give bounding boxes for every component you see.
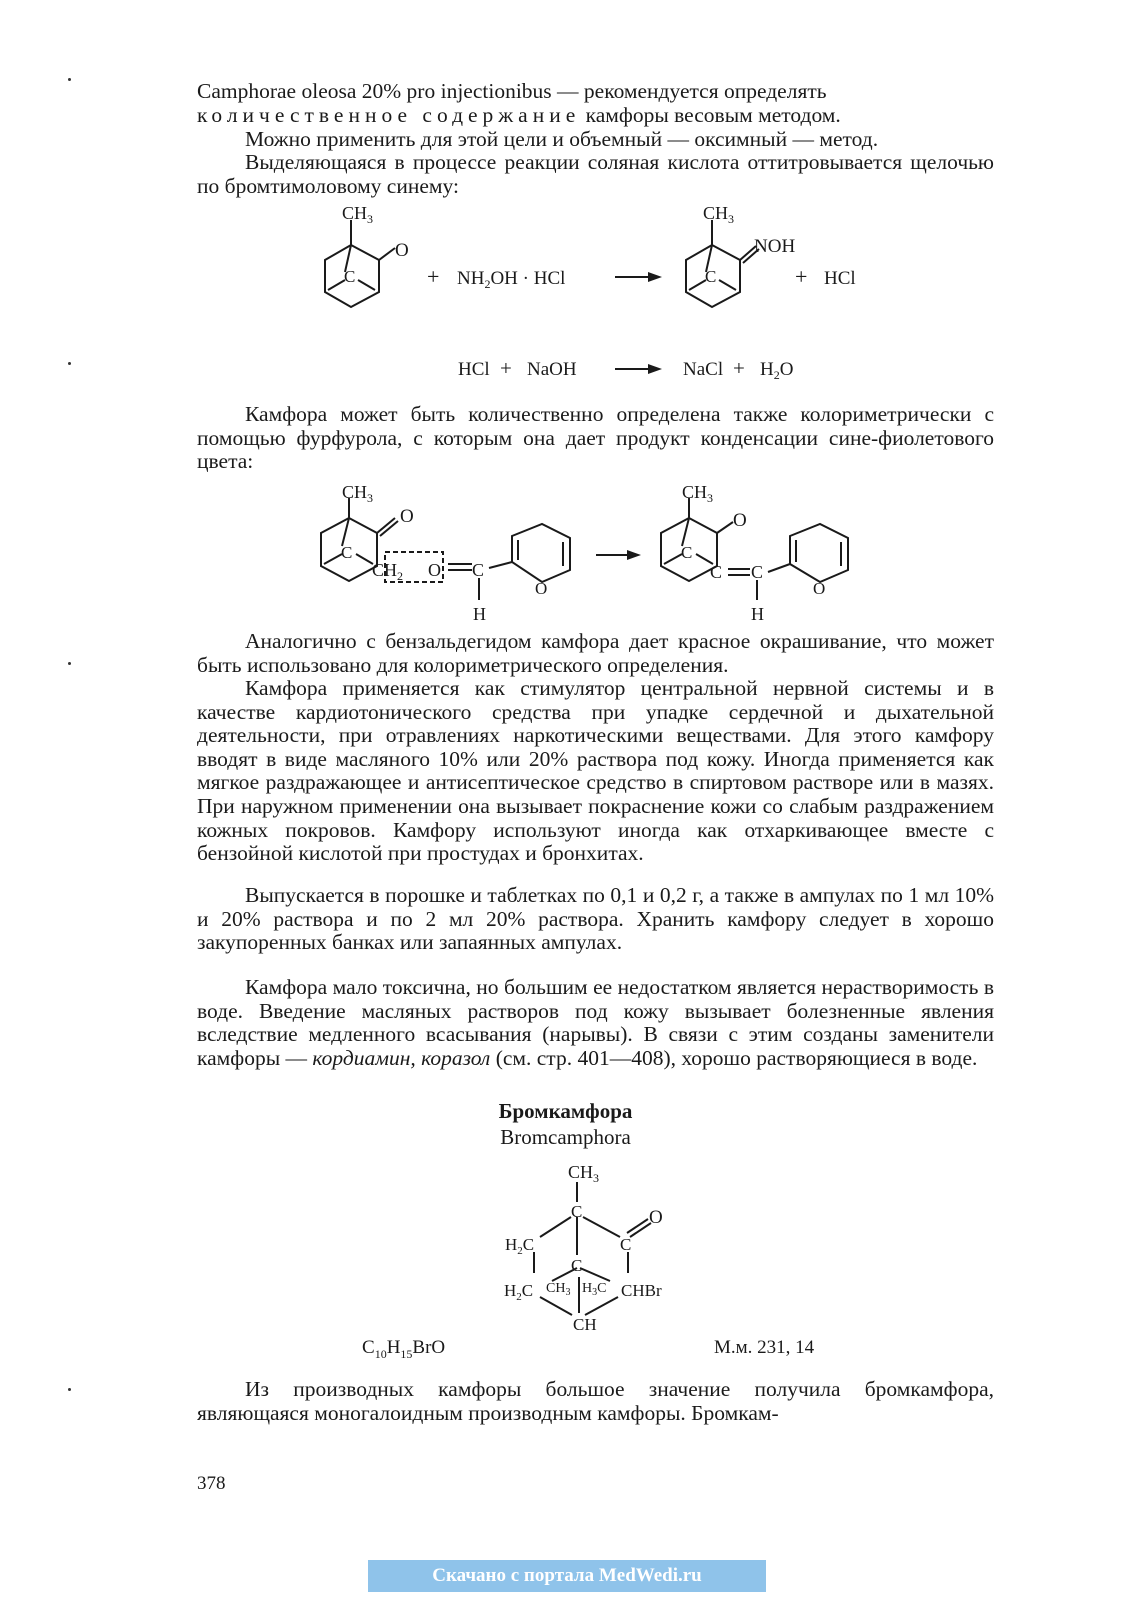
reaction-arrow-3: [596, 550, 641, 560]
molecular-formula: $C_{10}H_{15}BrO$: [362, 1337, 446, 1361]
scan-speck: [68, 1388, 71, 1391]
oxygen-label: O: [395, 240, 409, 261]
italic-drug-names: кордиамин, коразол: [312, 1045, 491, 1070]
scan-speck: [68, 78, 71, 81]
download-banner[interactable]: Скачано с портала MedWedi.ru: [368, 1560, 766, 1592]
alkene-carbon-1: C: [710, 562, 723, 582]
ketone-oxygen: O: [400, 506, 414, 527]
plus-sign-2: +: [795, 264, 808, 289]
ch3-label-4: $CH_3$: [682, 482, 714, 505]
hydroxylamine-label: $NH_2OH$ · HCl: [457, 268, 566, 291]
camphor-structure-2: [321, 498, 570, 600]
naoh-label: NaOH: [527, 359, 577, 380]
paragraph-2: Можно применить для этой цели и объемный — оксимный — метод.: [245, 127, 879, 151]
hcl-reactant: HCl: [458, 359, 490, 380]
reaction-arrow-1: [615, 272, 662, 282]
paragraph-4: Камфора может быть количественно определена также колориметрически с помощью фурфурола, с которым она дает продукт конденсации сине-фиолетового цвета:: [197, 402, 994, 474]
hcl-product: HCl: [824, 268, 856, 289]
paragraph-1-rest: камфоры весовым методом.: [585, 102, 841, 127]
section-heading: Бромкамфора: [498, 1099, 633, 1123]
reaction-arrow-2: [615, 364, 662, 374]
aldehyde-carbon: C: [472, 560, 485, 580]
aldehyde-oxygen: O: [428, 560, 441, 580]
section-heading-latin: Bromcamphora: [500, 1125, 631, 1149]
bridge-carbon-4: C: [681, 543, 693, 562]
ch3-label-3: $CH_3$: [342, 482, 374, 505]
paragraph-1: [197, 80, 994, 127]
furan-oxygen-2: O: [813, 579, 826, 598]
ch3-bridge-left: $CH_3$: [546, 1281, 571, 1298]
furan-oxygen: O: [535, 579, 548, 598]
page-number: 378: [197, 1473, 226, 1494]
noh-label: NOH: [754, 236, 796, 257]
scan-speck: [68, 362, 71, 365]
bridge-carbon: C: [571, 1256, 583, 1275]
alkene-carbon-2: C: [751, 562, 764, 582]
plus-sign: +: [427, 264, 440, 289]
bridge-carbon-3: C: [341, 543, 353, 562]
ch2-label: $CH_2$: [372, 560, 404, 583]
ch3-label: $CH_3$: [342, 203, 374, 226]
quaternary-carbon: C: [571, 1202, 583, 1221]
ch3-label-2: $CH_3$: [703, 203, 735, 226]
ch-bottom: CH: [573, 1315, 597, 1334]
camphor-structure-1: [325, 220, 395, 307]
bridge-carbon-label-2: C: [705, 267, 717, 286]
aldehyde-h: H: [473, 604, 486, 624]
oxime-reaction-scheme: [0, 200, 1131, 390]
ketone-oxygen-2: O: [733, 510, 747, 531]
water-label: $H_2O$: [760, 359, 794, 382]
paragraph-8: Камфора мало токсична, но большим ее недостатком является нерастворимость в воде. Введение масляных растворов под кожу вызывает болезненные явления вследствие медленного всасывания (нарывы). В связи с этим созданы заменители камфоры — кордиамин, коразол (см. стр. 401—408), хорошо растворяющиеся в воде.: [197, 975, 994, 1070]
carbonyl-oxygen: O: [649, 1207, 663, 1228]
bridge-carbon-label: C: [344, 267, 356, 286]
plus-sign-4: +: [733, 356, 745, 380]
alkene-h: H: [751, 604, 764, 624]
chbr-label: CHBr: [621, 1281, 662, 1300]
paragraph-1-line-2: [197, 104, 994, 128]
paragraph-6: Камфора применяется как стимулятор центральной нервной системы и в качестве кардиотонического средства при упадке сердечной и дыхательной деятельности, при отравлениях наркотическими веществами. Для этого камфору вводят в виде масляного 10% или 20% раствора под кожу. Иногда применяется как мягкое раздражающее и антисептическое средство в спиртовом растворе или в мазях. При наружном применении она вызывает покраснение кожи со слабым раздражением кожных покровов. Камфору используют иногда как отхаркивающее вместе с бензойной кислотой при простудах и бронхитах.: [197, 676, 994, 866]
bromcamphor-structure: [0, 1155, 1131, 1345]
carbonyl-carbon: C: [620, 1235, 632, 1254]
h2c-upper: $H_2C$: [505, 1235, 535, 1257]
ch3-top: $CH_3$: [568, 1162, 600, 1185]
plus-sign-3: +: [500, 356, 512, 380]
spaced-emphasis: количественное содержание: [197, 102, 581, 127]
h3c-bridge-right: $H_3C$: [582, 1281, 607, 1298]
paragraph-7: Выпускается в порошке и таблетках по 0,1 и 0,2 г, а также в ампулах по 1 мл 10% и 20% раствора и по 2 мл 20% раствора. Хранить камфору следует в хорошо закупоренных банках или запаянных ампулах.: [197, 883, 994, 955]
paragraph-1-line-1: Camphorae oleosa 20% pro injectionibus — рекомендуется определять: [197, 79, 827, 103]
furfural-condensation-scheme: [0, 478, 1131, 628]
molecular-mass: М.м. 231, 14: [714, 1337, 815, 1358]
nacl-label: NaCl: [683, 359, 724, 380]
paragraph-9: Из производных камфоры большое значение получила бромкамфора, являющаяся моногалоидным производным камфоры. Бромкам-: [197, 1377, 994, 1425]
paragraph-3: Выделяющаяся в процессе реакции соляная кислота оттитровывается щелочью по бромтимоловому синему:: [197, 150, 994, 198]
scan-speck: [68, 662, 71, 665]
h2c-lower: $H_2C$: [504, 1281, 534, 1303]
camphor-oxime-structure: [686, 220, 759, 307]
paragraph-5: Аналогично с бензальдегидом камфора дает красное окрашивание, что может быть использовано для колориметрического определения.: [197, 629, 994, 677]
